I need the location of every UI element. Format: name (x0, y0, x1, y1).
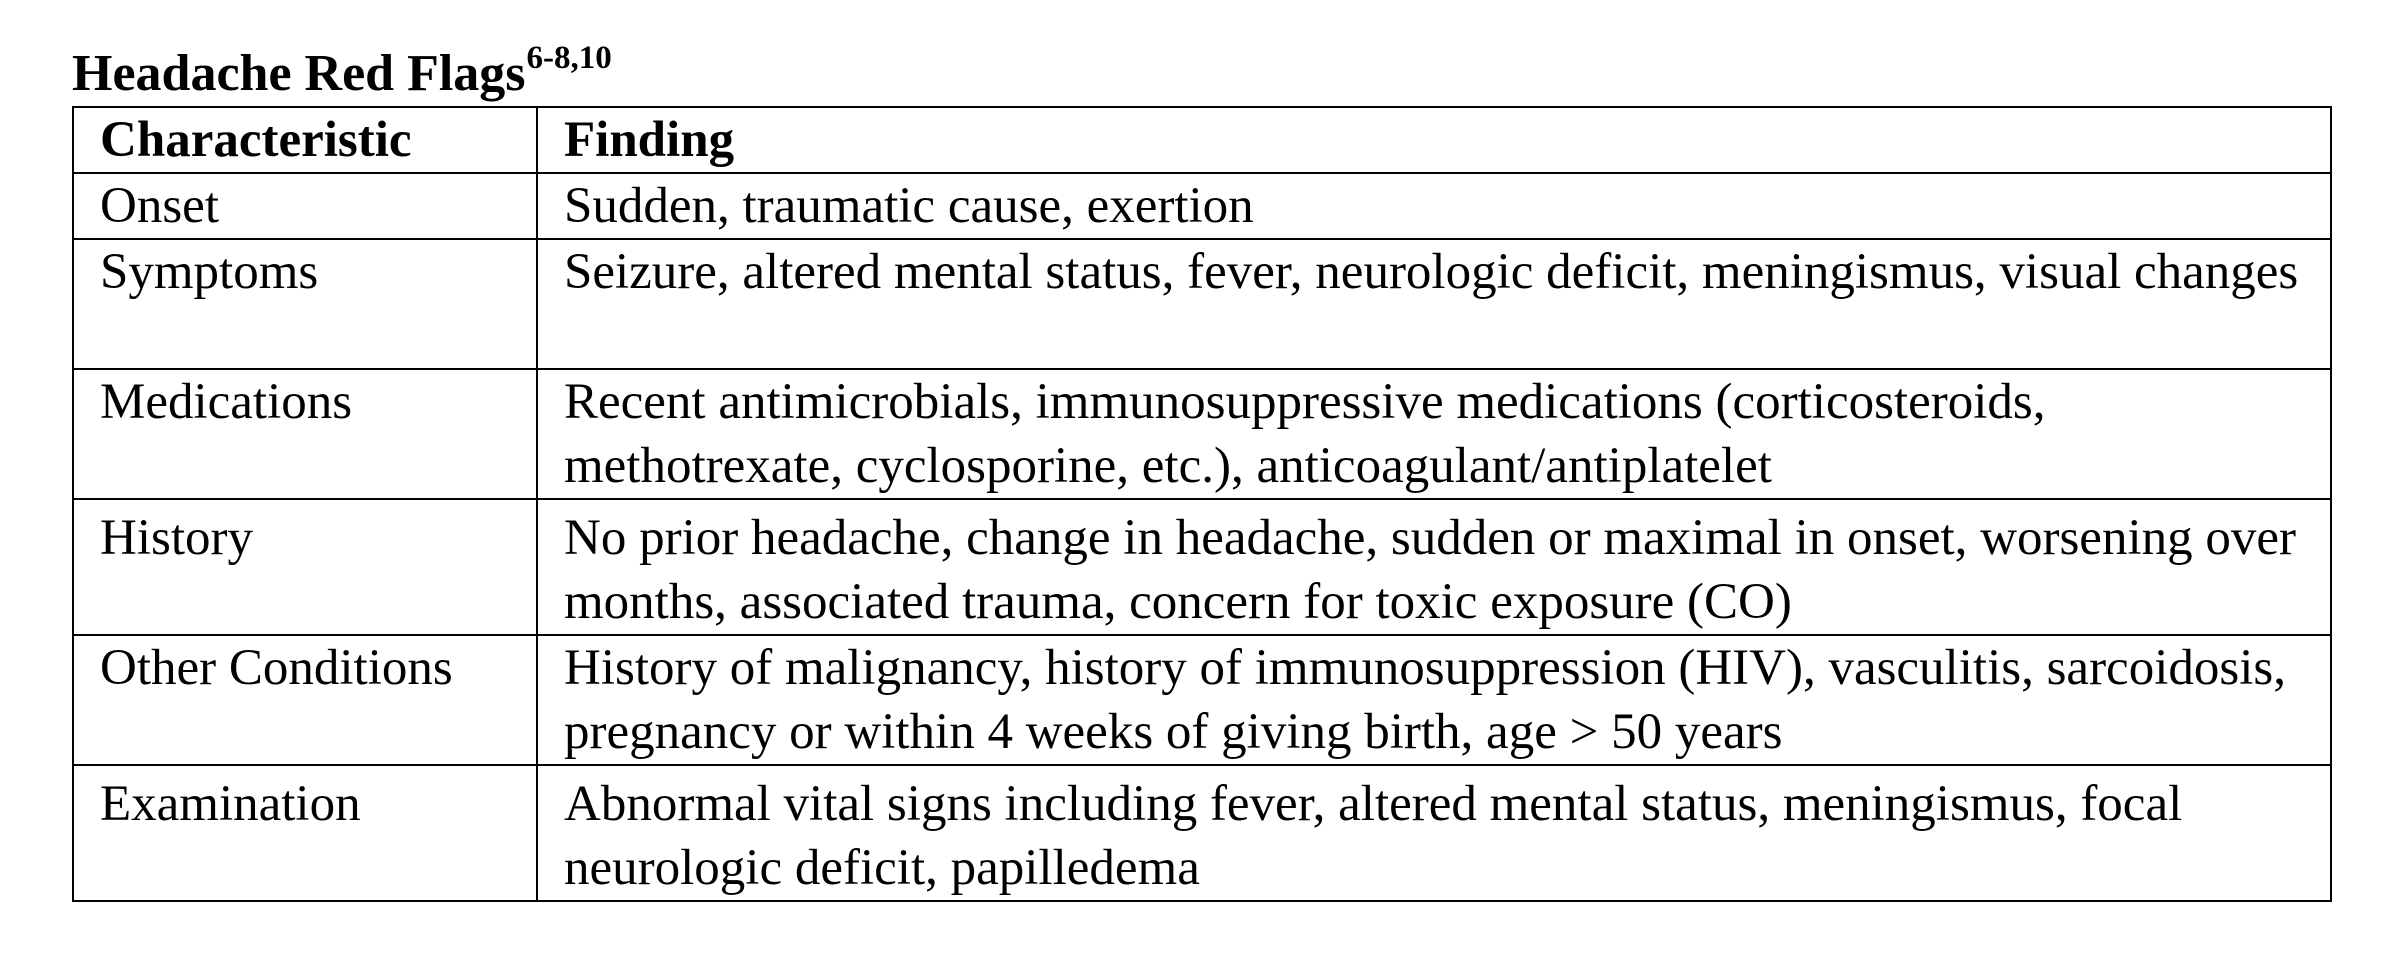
document (72, 40, 2330, 902)
characteristic-cell: Symptoms (73, 239, 537, 369)
table-row (73, 173, 2331, 239)
table-row (73, 239, 2331, 369)
characteristic-cell: History (73, 499, 537, 635)
table-row (73, 369, 2331, 499)
table-title-text: Headache Red Flags (72, 45, 526, 102)
finding-cell: History of malignancy, history of immunosuppression (HIV), vasculitis, sarcoidosis, pregnancy or within 4 weeks of giving birth, age > 50 years (537, 635, 2331, 765)
table-title (72, 40, 2330, 104)
finding-cell: Sudden, traumatic cause, exertion (537, 173, 2331, 239)
column-header-characteristic: Characteristic (73, 107, 537, 173)
table-row (73, 765, 2331, 901)
red-flags-table (72, 106, 2332, 902)
finding-cell: Abnormal vital signs including fever, altered mental status, meningismus, focal neurologic deficit, papilledema (537, 765, 2331, 901)
characteristic-cell: Examination (73, 765, 537, 901)
characteristic-cell: Other Conditions (73, 635, 537, 765)
characteristic-cell: Medications (73, 369, 537, 499)
citation-superscript: 6-8,10 (526, 40, 612, 76)
table-header-row (73, 107, 2331, 173)
finding-cell: Recent antimicrobials, immunosuppressive medications (corticosteroids, methotrexate, cyclosporine, etc.), anticoagulant/antiplatelet (537, 369, 2331, 499)
table-row (73, 635, 2331, 765)
column-header-finding: Finding (537, 107, 2331, 173)
table-row (73, 499, 2331, 635)
characteristic-cell: Onset (73, 173, 537, 239)
finding-cell: No prior headache, change in headache, sudden or maximal in onset, worsening over months, associated trauma, concern for toxic exposure (CO) (537, 499, 2331, 635)
finding-cell: Seizure, altered mental status, fever, neurologic deficit, meningismus, visual changes (537, 239, 2331, 369)
